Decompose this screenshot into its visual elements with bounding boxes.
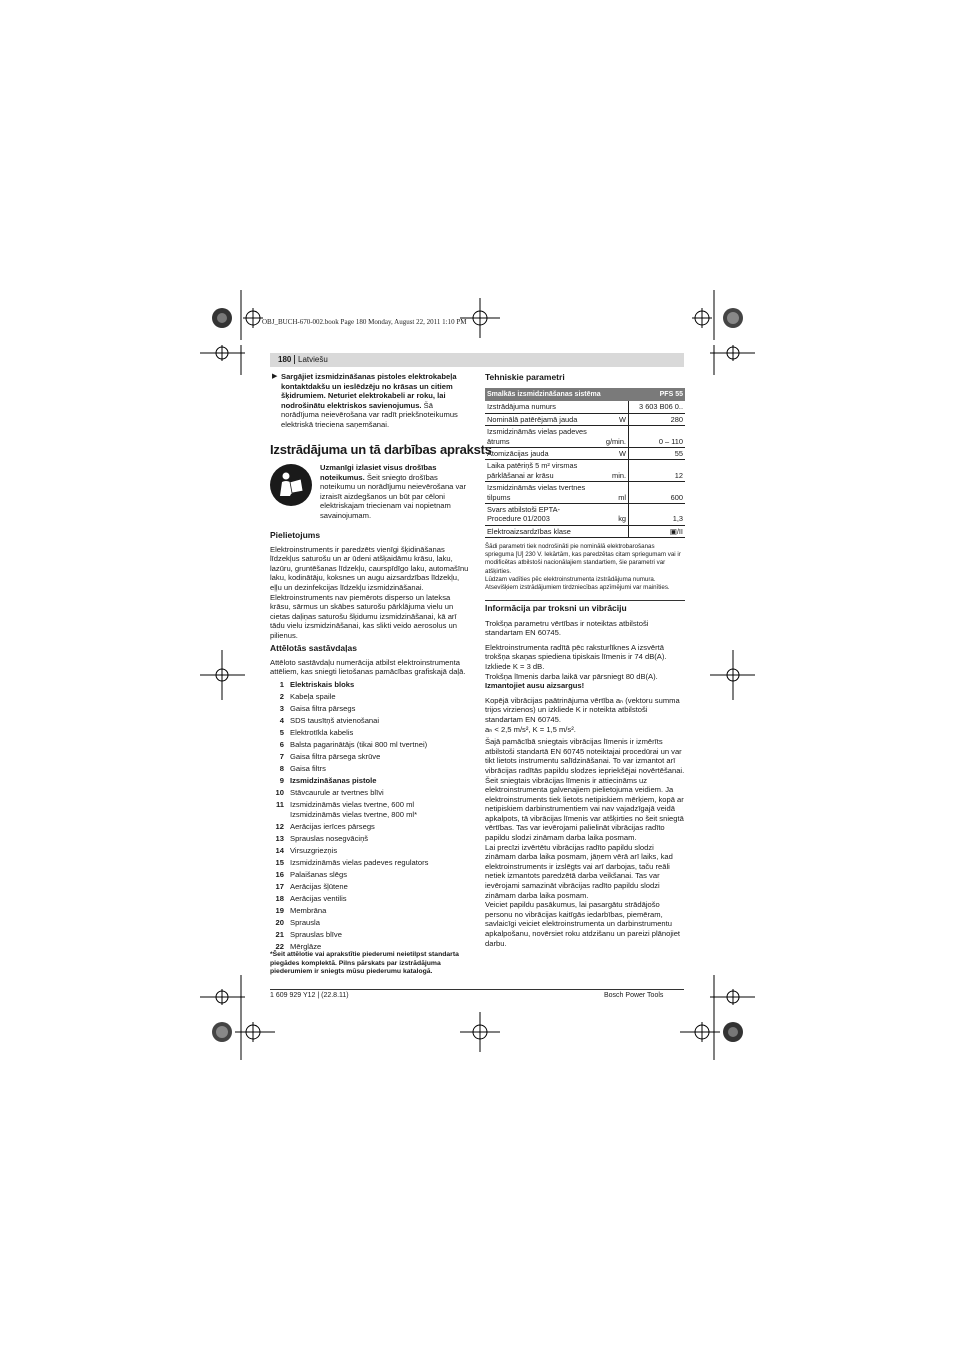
component-label: Izsmidzināmās vielas tvertne, 600 ml Izsmidzināmās vielas tvertne, 800 ml* — [290, 800, 418, 819]
divider — [485, 600, 685, 601]
noise-p2-bold: Izmantojiet ausu aizsargus! — [485, 681, 585, 691]
component-number: 18 — [275, 894, 284, 903]
component-item — [270, 680, 470, 692]
component-label: Aerācijas ventilis — [290, 894, 347, 903]
specs-label: Izsmidzināmās vielas padeves ātrums — [485, 426, 596, 448]
component-label: Membrāna — [290, 906, 327, 915]
component-number: 8 — [279, 764, 284, 773]
component-number: 3 — [279, 704, 284, 713]
component-number: 6 — [279, 740, 284, 749]
footer-brand: Bosch Power Tools — [604, 992, 664, 999]
specs-value: 12 — [629, 460, 686, 482]
safety-note-text: Šeit sniegto drošības noteikumu un norādījumu neievērošana var izraisīt aizdegšanos un būt par cēloni elektriskajam triecienam vai nopietnam savainojumam. — [320, 472, 467, 520]
component-label: Gaisa filtra pārsega skrūve — [290, 752, 381, 761]
warning-block — [272, 372, 470, 430]
component-label: Elektriskais bloks — [290, 680, 355, 689]
component-item — [270, 788, 470, 800]
components-list — [270, 680, 470, 954]
component-label: Izsmidzināšanas pistole — [290, 776, 377, 785]
bullet-triangle-icon: ▶ — [272, 373, 278, 380]
component-number: 10 — [275, 788, 284, 797]
specs-row — [485, 504, 685, 526]
component-item — [270, 930, 470, 942]
component-item — [270, 906, 470, 918]
component-label: Kabeļa spaile — [290, 692, 336, 701]
component-label: Gaisa filtrs — [290, 764, 326, 773]
component-label: Virsuzgriezņis — [290, 846, 338, 855]
specs-row — [485, 525, 685, 537]
specs-label: Izstrādājuma numurs — [485, 401, 596, 413]
noise-p1: Trokšņa parametru vērtības ir noteiktas atbilstoši standartam EN 60745. — [485, 618, 649, 638]
component-number: 2 — [279, 692, 284, 701]
specs-unit: g/min. — [596, 426, 629, 448]
components-title: Attēlotās sastāvdaļas — [270, 643, 357, 653]
components-intro — [270, 644, 470, 677]
specs-head-value: PFS 55 — [629, 388, 686, 401]
specs-value: 600 — [629, 482, 686, 504]
intended-use-title: Pielietojums — [270, 530, 321, 540]
component-item — [270, 858, 470, 870]
component-number: 12 — [275, 822, 284, 831]
component-item — [270, 846, 470, 858]
component-item — [270, 834, 470, 846]
component-label: Balsta pagarinātājs (tikai 800 ml tvertnei) — [290, 740, 428, 749]
specs-row — [485, 448, 685, 460]
footer-code: 1 609 929 Y12 | (22.8.11) — [270, 992, 349, 999]
specs-label: Nominālā patērējamā jauda — [485, 413, 596, 425]
specs-value: 55 — [629, 448, 686, 460]
specs-row — [485, 401, 685, 413]
component-number: 17 — [275, 882, 284, 891]
component-label: Sprauslas blīve — [290, 930, 342, 939]
specs-label: Svars atbilstoši EPTA-Procedure 01/2003 — [485, 504, 596, 526]
specs-value: 280 — [629, 413, 686, 425]
component-label: Stāvcaurule ar tvertnes blīvi — [290, 788, 384, 797]
specs-label: Izsmidzināmās vielas tvertnes tilpums — [485, 482, 596, 504]
specs-unit — [596, 401, 629, 413]
component-label: Aerācijas ierīces pārsegs — [290, 822, 375, 831]
component-number: 1 — [279, 680, 284, 689]
noise-title: Informācija par troksni un vibrāciju — [485, 603, 627, 613]
specs-row — [485, 460, 685, 482]
component-number: 15 — [275, 858, 284, 867]
component-item — [270, 776, 470, 788]
specs-note: Šādi parametri tiek nodrošināti pie nominālā elektrobarošanas sprieguma [U] 230 V. Iekārtām, kas paredzētas citam spriegumam vai ir modificētas atbilstoši nacionālajiem standartiem, šie parametri var atšķirties. Lūdzam vadīties pēc elektroinstrumenta izstrādājuma numura. Atsevišķiem izstrādājumiem tirdzniecības apzīmējumi var mainīties. — [485, 543, 681, 592]
noise-section — [485, 604, 685, 948]
intended-use-text: Elektroinstruments ir paredzēts vienīgi šķidināšanas līdzekļus saturošu un ar ūdeni atšķaidāmu krāsu, laku, lazūru, gruntēšanas līdzekļu, caurspīdīgo laku, automašīnu laku, kodinātāju, koksnes un augu aizsardzības līdzekļu, eļļu un dezinfekcijas līdzekļu izsmidzināšanai. Elektroinstruments nav piemērots disperso un lateksa krāsu, sārmus un skābes saturošu pārklājuma vielu un cietas daļiņas saturošu šķidumu izsmidzināšanai, kā arī tādu vielu izsmidzināšanai, kas slikti veido aerosolus un pilienus. — [270, 544, 469, 640]
specs-table — [485, 388, 685, 538]
components-footnote: *Šeit attēlotie vai aprakstītie piederumi neietilpst standarta piegādes komplektā. Pilns pārskats par izstrādājuma piederumiem ir sniegts mūsu piederumu katalogā. — [270, 951, 459, 976]
component-number: 21 — [275, 930, 284, 939]
specs-unit: min. — [596, 460, 629, 482]
component-label: Palaišanas slēgs — [290, 870, 347, 879]
specs-row — [485, 413, 685, 425]
specs-unit: ml — [596, 482, 629, 504]
component-label: Aerācijas šļūtene — [290, 882, 348, 891]
print-info: OBJ_BUCH-670-002.book Page 180 Monday, August 22, 2011 1:10 PM — [262, 318, 467, 326]
specs-label: Elektroaizsardzības klase — [485, 525, 596, 537]
component-label: Elektrotīkla kabelis — [290, 728, 354, 737]
component-item — [270, 764, 470, 776]
component-number: 5 — [279, 728, 284, 737]
specs-value: 0 – 110 — [629, 426, 686, 448]
specs-value: 1,3 — [629, 504, 686, 526]
specs-label: Laika patēriņš 5 m² virsmas pārklāšanai ar krāsu — [485, 460, 596, 482]
component-number: 4 — [279, 716, 284, 725]
specs-value: 3 603 B06 0.. — [629, 401, 686, 413]
components-intro-text: Attēloto sastāvdaļu numerācija atbilst elektroinstrumenta attēliem, kas sniegti lietošanas pamācības grafiskajā daļā. — [270, 657, 466, 677]
page-header — [270, 353, 684, 367]
component-item — [270, 894, 470, 906]
language-label: Latviešu — [294, 355, 328, 364]
component-number: 14 — [275, 846, 284, 855]
component-item — [270, 692, 470, 704]
read-manual-icon — [270, 464, 312, 506]
component-item — [270, 704, 470, 716]
component-number: 9 — [279, 776, 284, 785]
specs-unit — [596, 525, 629, 537]
component-number: 7 — [279, 752, 284, 761]
page-number: 180 — [278, 355, 292, 364]
noise-p3: Kopējā vibrācijas paātrinājuma vērtība aₕ (vektoru summa trijos virzienos) un izkliede K ir noteikta atbilstoši standartam EN 60745. aₕ < 2,5 m/s², K = 1,5 m/s². — [485, 695, 680, 734]
specs-unit: W — [596, 413, 629, 425]
intended-use — [270, 531, 470, 641]
safety-note-bold: Uzmanīgi izlasiet visus drošības noteikumus. — [320, 463, 437, 482]
component-label: Mērglāze — [290, 942, 322, 951]
component-label: Sprausla — [290, 918, 320, 927]
component-item — [270, 728, 470, 740]
component-number: 22 — [275, 942, 284, 951]
specs-unit: kg — [596, 504, 629, 526]
specs-label: Atomizācijas jauda — [485, 448, 596, 460]
component-number: 19 — [275, 906, 284, 915]
specs-title: Tehniskie parametri — [485, 372, 565, 382]
footer-rule — [270, 989, 684, 990]
component-number: 11 — [275, 800, 284, 809]
specs-row — [485, 426, 685, 448]
component-label: Izsmidzināmās vielas padeves regulators — [290, 858, 429, 867]
specs-row — [485, 482, 685, 504]
component-item — [270, 882, 470, 894]
component-item — [270, 918, 470, 930]
component-number: 20 — [275, 918, 284, 927]
component-number: 13 — [275, 834, 284, 843]
noise-p4: Šajā pamācībā sniegtais vibrācijas līmenis ir izmērīts atbilstoši standartā EN 60745 noteiktajai procedūrai un var tikt lietots instrumentu salīdzināšanai. To var izmantot arī vibrācijas radītās papildu slodzes iepriekšējai novērtēšanai. Šeit sniegtais vibrācijas līmenis ir attiecināms uz elektroinstrumenta galvenajiem pielietojuma veidiem. Ja elektroinstruments tiek lietots netipiskiem mērķiem, kopā ar netipiskiem darbinstrumentiem vai nav vajadzīgajā veidā apkalpots, tā vibrācijas līmenis var atšķirties no šeit sniegtā vērtības. Tas var ievērojami palielināt vibrācijas radīto papildu slodzi zināmam darba laika posmam. Lai precīzi izvērtētu vibrācijas radīto papildu slodzi zināmam darba laika posmam, jāņem vērā arī laiks, kad elektroinstruments ir izslēgts vai arī darbojas, taču reāli netiek izmantots paredzētā darba veikšanai. Tas var ievērojami samazināt vibrācijas radīto papildu slodzi zināmam darba laika posmam. Veiciet papildu pasākumus, lai pasargātu strādājošo personu no vibrācijas kaitīgās iedarbības, piemēram, savlaicīgi veiciet elektroinstrumenta un darbinstrumentu apkalpošanu, novērsiet roku atdzišanu un pareizi plānojiet darbu. — [485, 737, 685, 948]
specs-head-label: Smalkās izsmidzināšanas sistēma — [485, 388, 629, 401]
specs-value: ▣/II — [629, 525, 686, 537]
component-label: SDS tausītņš atvienošanai — [290, 716, 380, 725]
section-title: Izstrādājuma un tā darbības apraksts — [270, 442, 492, 457]
component-number: 16 — [275, 870, 284, 879]
component-label: Gaisa filtra pārsegs — [290, 704, 356, 713]
component-item — [270, 716, 470, 728]
specs-unit: W — [596, 448, 629, 460]
component-item — [270, 752, 470, 764]
safety-note — [320, 463, 472, 521]
noise-p2: Elektroinstrumenta radītā pēc raksturlīknes A izsvērtā trokšņa skaņas spiediena tipiskais līmenis ir 74 dB(A). Izkliede K = 3 dB. Trokšņa līmenis darba laikā var pārsniegt 80 dB(A). — [485, 642, 667, 681]
component-item — [270, 870, 470, 882]
component-item — [270, 822, 470, 834]
warning-text: Šā norādījuma neievērošana var radīt priekšnoteikumus elektriskā trieciena saņemšanai. — [281, 400, 458, 429]
component-item — [270, 740, 470, 752]
component-item — [270, 800, 470, 822]
component-label: Sprauslas nosegvāciņš — [290, 834, 369, 843]
warning-bold: Sargājiet izsmidzināšanas pistoles elektrokabeļa kontaktdakšu un ieslēdzēju no krāsas un citiem šķidrumiem. Neturiet elektrokabeli ar roku, lai nodrošinātu elektriskos savienojumus. — [281, 372, 457, 410]
